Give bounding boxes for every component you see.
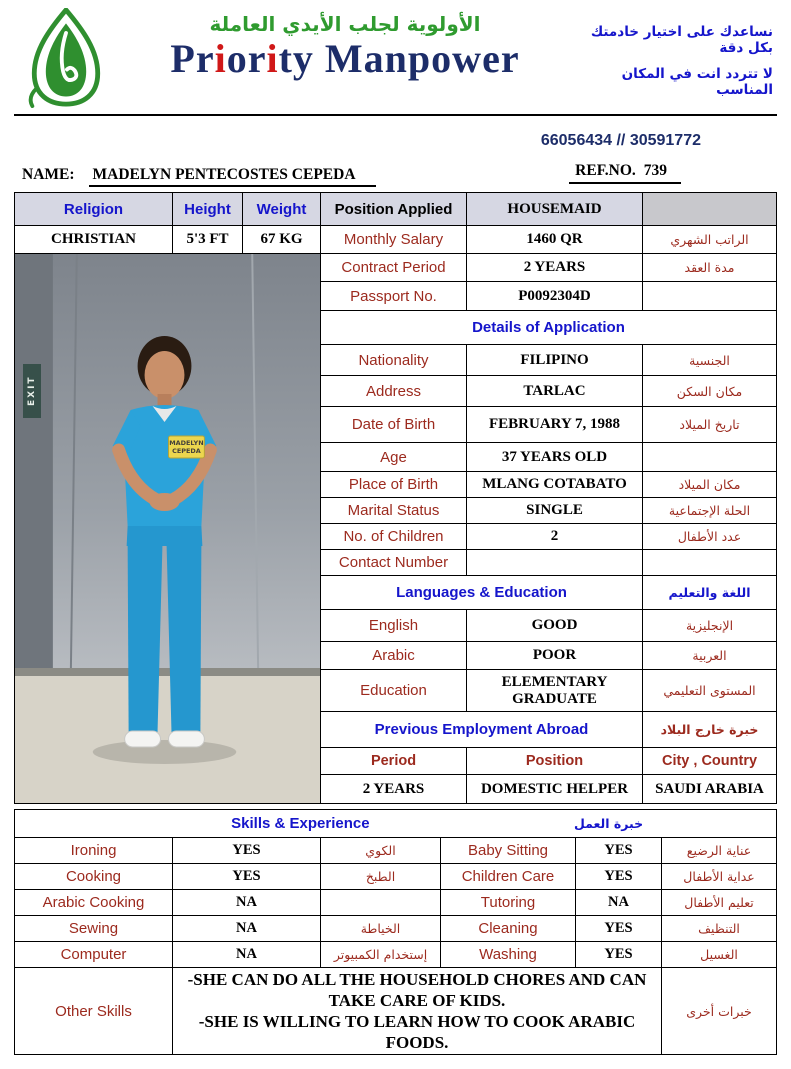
other-skills-row <box>15 968 776 1054</box>
passport-value: P0092304D <box>467 282 643 310</box>
skill-label: Computer <box>15 942 173 967</box>
skills-header-arabic: خبرة العمل <box>573 816 644 831</box>
application-details-column <box>321 254 776 803</box>
ref-value: 739 <box>643 162 667 179</box>
skill-arabic: تعليم الأطفال <box>684 895 754 910</box>
skill-label: Arabic Cooking <box>15 890 173 915</box>
employment-columns-row <box>321 748 776 775</box>
date-of-birth-arabic: تاريخ الميلاد <box>679 417 740 432</box>
contact-number-row <box>321 550 776 576</box>
empty-header-cell <box>643 193 776 225</box>
date-of-birth-label: Date of Birth <box>321 407 467 442</box>
name-label: NAME: <box>22 166 75 183</box>
skills-header: Skills & Experience <box>231 815 370 832</box>
company-name-english <box>118 36 572 82</box>
languages-education-header-row <box>321 576 776 610</box>
candidate-photo-illustration <box>15 254 320 803</box>
children-label: No. of Children <box>321 524 467 549</box>
skill-label: Children Care <box>441 864 576 889</box>
skill-row-cooking-childrencare <box>15 864 776 890</box>
skill-value: NA <box>173 890 321 915</box>
nationality-arabic: الجنسية <box>689 352 730 368</box>
company-logo-icon <box>14 8 118 108</box>
skill-arabic: عداية الأطفال <box>683 869 755 884</box>
address-label: Address <box>321 376 467 406</box>
employment-city-country-header: City , Country <box>661 753 758 769</box>
exit-sign: EXIT <box>23 364 41 418</box>
religion-value: CHRISTIAN <box>15 226 173 253</box>
employment-city-country-value: SAUDI ARABIA <box>655 780 764 797</box>
skill-label: Baby Sitting <box>441 838 576 863</box>
skill-value: YES <box>576 864 662 889</box>
employment-period-value: 2 YEARS <box>321 775 467 803</box>
brand-red-i: i <box>214 36 227 81</box>
brand-segment: ty Manpower <box>278 36 520 81</box>
marital-status-arabic: الحلة الإجتماعية <box>668 503 751 518</box>
english-value: GOOD <box>467 610 643 641</box>
skill-value: YES <box>576 916 662 941</box>
marital-status-value: SINGLE <box>467 498 643 523</box>
employment-position-header: Position <box>467 748 643 774</box>
company-name-arabic: الأولوية لجلب الأيدي العاملة <box>209 12 481 36</box>
skill-label: Cooking <box>15 864 173 889</box>
children-arabic: عدد الأطفال <box>677 529 742 544</box>
brand-segment: or <box>226 36 267 81</box>
skill-arabic: الغسيل <box>700 947 738 962</box>
skill-arabic: عناية الرضيع <box>686 843 752 858</box>
employment-position-value: DOMESTIC HELPER <box>467 775 643 803</box>
languages-education-header: Languages & Education <box>321 576 643 609</box>
skill-row-computer-washing <box>15 942 776 968</box>
height-value: 5'3 FT <box>173 226 243 253</box>
company-title-block <box>118 8 572 82</box>
date-of-birth-row <box>321 407 776 443</box>
candidate-name-value: MADELYN PENTECOSTES CEPEDA <box>89 166 376 187</box>
other-skills-arabic: خبرات أخرى <box>686 1003 752 1019</box>
skill-value: NA <box>576 890 662 915</box>
skill-arabic: إستخدام الكمبيوتر <box>321 942 441 967</box>
previous-employment-header-arabic: خبرة خارج البلاد <box>660 722 759 737</box>
nationality-label: Nationality <box>321 345 467 375</box>
passport-row <box>321 282 776 311</box>
phone-numbers: 66056434 // 30591772 <box>540 132 701 149</box>
application-table <box>14 192 777 804</box>
skill-label: Tutoring <box>441 890 576 915</box>
height-header: Height <box>173 193 243 225</box>
skill-label: Cleaning <box>441 916 576 941</box>
skill-row-ironing-babysitting <box>15 838 776 864</box>
weight-header: Weight <box>243 193 321 225</box>
employment-data-row <box>321 775 776 803</box>
place-of-birth-arabic: مكان الميلاد <box>678 477 741 492</box>
monthly-salary-value: 1460 QR <box>467 226 643 253</box>
religion-height-weight-row <box>15 226 776 254</box>
skill-value: NA <box>173 916 321 941</box>
candidate-name-block <box>22 166 376 184</box>
education-row <box>321 670 776 712</box>
monthly-salary-arabic: الراتب الشهري <box>670 232 749 247</box>
arabic-row <box>321 642 776 670</box>
contact-number-value <box>467 550 643 575</box>
previous-employment-header-row <box>321 712 776 748</box>
name-ref-line <box>22 162 777 184</box>
header <box>14 8 777 116</box>
logo-emblem-icon <box>22 8 110 108</box>
nationality-value: FILIPINO <box>467 345 643 375</box>
other-skills-label: Other Skills <box>15 968 173 1054</box>
english-arabic: الإنجليزية <box>685 618 734 633</box>
age-label: Age <box>321 443 467 471</box>
details-of-application-header-row <box>321 311 776 345</box>
other-skills-line2: -SHE IS WILLING TO LEARN HOW TO COOK ARABIC FOODS. <box>198 1012 636 1053</box>
education-arabic: المستوى التعليمي <box>663 683 756 698</box>
contract-period-arabic: مدة العقد <box>684 260 735 275</box>
skill-arabic: الخياطة <box>321 916 441 941</box>
children-row <box>321 524 776 550</box>
skill-row-sewing-cleaning <box>15 916 776 942</box>
address-arabic: مكان السكن <box>676 383 743 399</box>
weight-value: 67 KG <box>243 226 321 253</box>
skill-label: Ironing <box>15 838 173 863</box>
place-of-birth-row <box>321 472 776 498</box>
contact-number-label: Contact Number <box>321 550 467 575</box>
contact-number-arabic <box>643 550 776 575</box>
skill-value: NA <box>173 942 321 967</box>
skill-label: Sewing <box>15 916 173 941</box>
brand-segment: Pr <box>170 36 215 81</box>
employment-period-header: Period <box>321 748 467 774</box>
arabic-arabic: العربية <box>692 648 727 663</box>
ref-label: REF.NO. <box>575 162 636 179</box>
passport-arabic <box>643 282 776 310</box>
table-body-row <box>15 254 776 803</box>
skill-value: YES <box>173 838 321 863</box>
skill-label: Washing <box>441 942 576 967</box>
place-of-birth-label: Place of Birth <box>321 472 467 497</box>
children-value: 2 <box>467 524 643 549</box>
skill-arabic: الطبخ <box>321 864 441 889</box>
age-row <box>321 443 776 472</box>
marital-status-row <box>321 498 776 524</box>
position-applied-value: HOUSEMAID <box>467 193 643 225</box>
tagline-line-1: نساعدك على اختيار خادمتك بكل دقة <box>590 24 773 56</box>
contract-period-row <box>321 254 776 282</box>
place-of-birth-value: MLANG COTABATO <box>467 472 643 497</box>
contract-period-value: 2 YEARS <box>467 254 643 281</box>
skills-header-row <box>15 810 776 838</box>
skills-table <box>14 809 777 1055</box>
education-label: Education <box>321 670 467 711</box>
monthly-salary-label: Monthly Salary <box>321 226 467 253</box>
english-row <box>321 610 776 642</box>
age-value: 37 YEARS OLD <box>467 443 643 471</box>
age-arabic <box>643 443 776 471</box>
reference-number-block <box>569 162 681 184</box>
english-label: English <box>321 610 467 641</box>
other-skills-description <box>173 968 662 1054</box>
skill-value: YES <box>576 942 662 967</box>
address-value: TARLAC <box>467 376 643 406</box>
nationality-row <box>321 345 776 376</box>
photo-name-badge-line1: MADELYN <box>169 438 204 448</box>
skill-value: YES <box>173 864 321 889</box>
address-row <box>321 376 776 407</box>
position-applied-label: Position Applied <box>321 193 467 225</box>
religion-header: Religion <box>15 193 173 225</box>
skill-arabic <box>321 890 441 915</box>
skill-arabic: التنظيف <box>698 921 740 936</box>
languages-education-header-arabic: اللغة والتعليم <box>668 585 751 600</box>
passport-label: Passport No. <box>321 282 467 310</box>
photo-name-badge-line2: CEPEDA <box>172 446 201 456</box>
skill-value: YES <box>576 838 662 863</box>
other-skills-line1: -SHE CAN DO ALL THE HOUSEHOLD CHORES AND CAN TAKE CARE OF KIDS. <box>187 969 647 1010</box>
skill-row-arabiccooking-tutoring <box>15 890 776 916</box>
brand-red-i: i <box>266 36 279 81</box>
table-header-row <box>15 193 776 226</box>
education-value: ELEMENTARY GRADUATE <box>467 670 643 711</box>
skill-arabic: الكوي <box>321 838 441 863</box>
details-of-application-header: Details of Application <box>472 319 625 336</box>
contract-period-label: Contract Period <box>321 254 467 281</box>
arabic-value: POOR <box>467 642 643 669</box>
candidate-photo <box>15 254 321 803</box>
arabic-label: Arabic <box>321 642 467 669</box>
marital-status-label: Marital Status <box>321 498 467 523</box>
tagline-line-2: لا تتردد انت في المكان المناسب <box>621 66 773 98</box>
header-tagline-arabic <box>572 8 777 108</box>
previous-employment-header: Previous Employment Abroad <box>321 712 643 747</box>
date-of-birth-value: FEBRUARY 7, 1988 <box>467 407 643 442</box>
